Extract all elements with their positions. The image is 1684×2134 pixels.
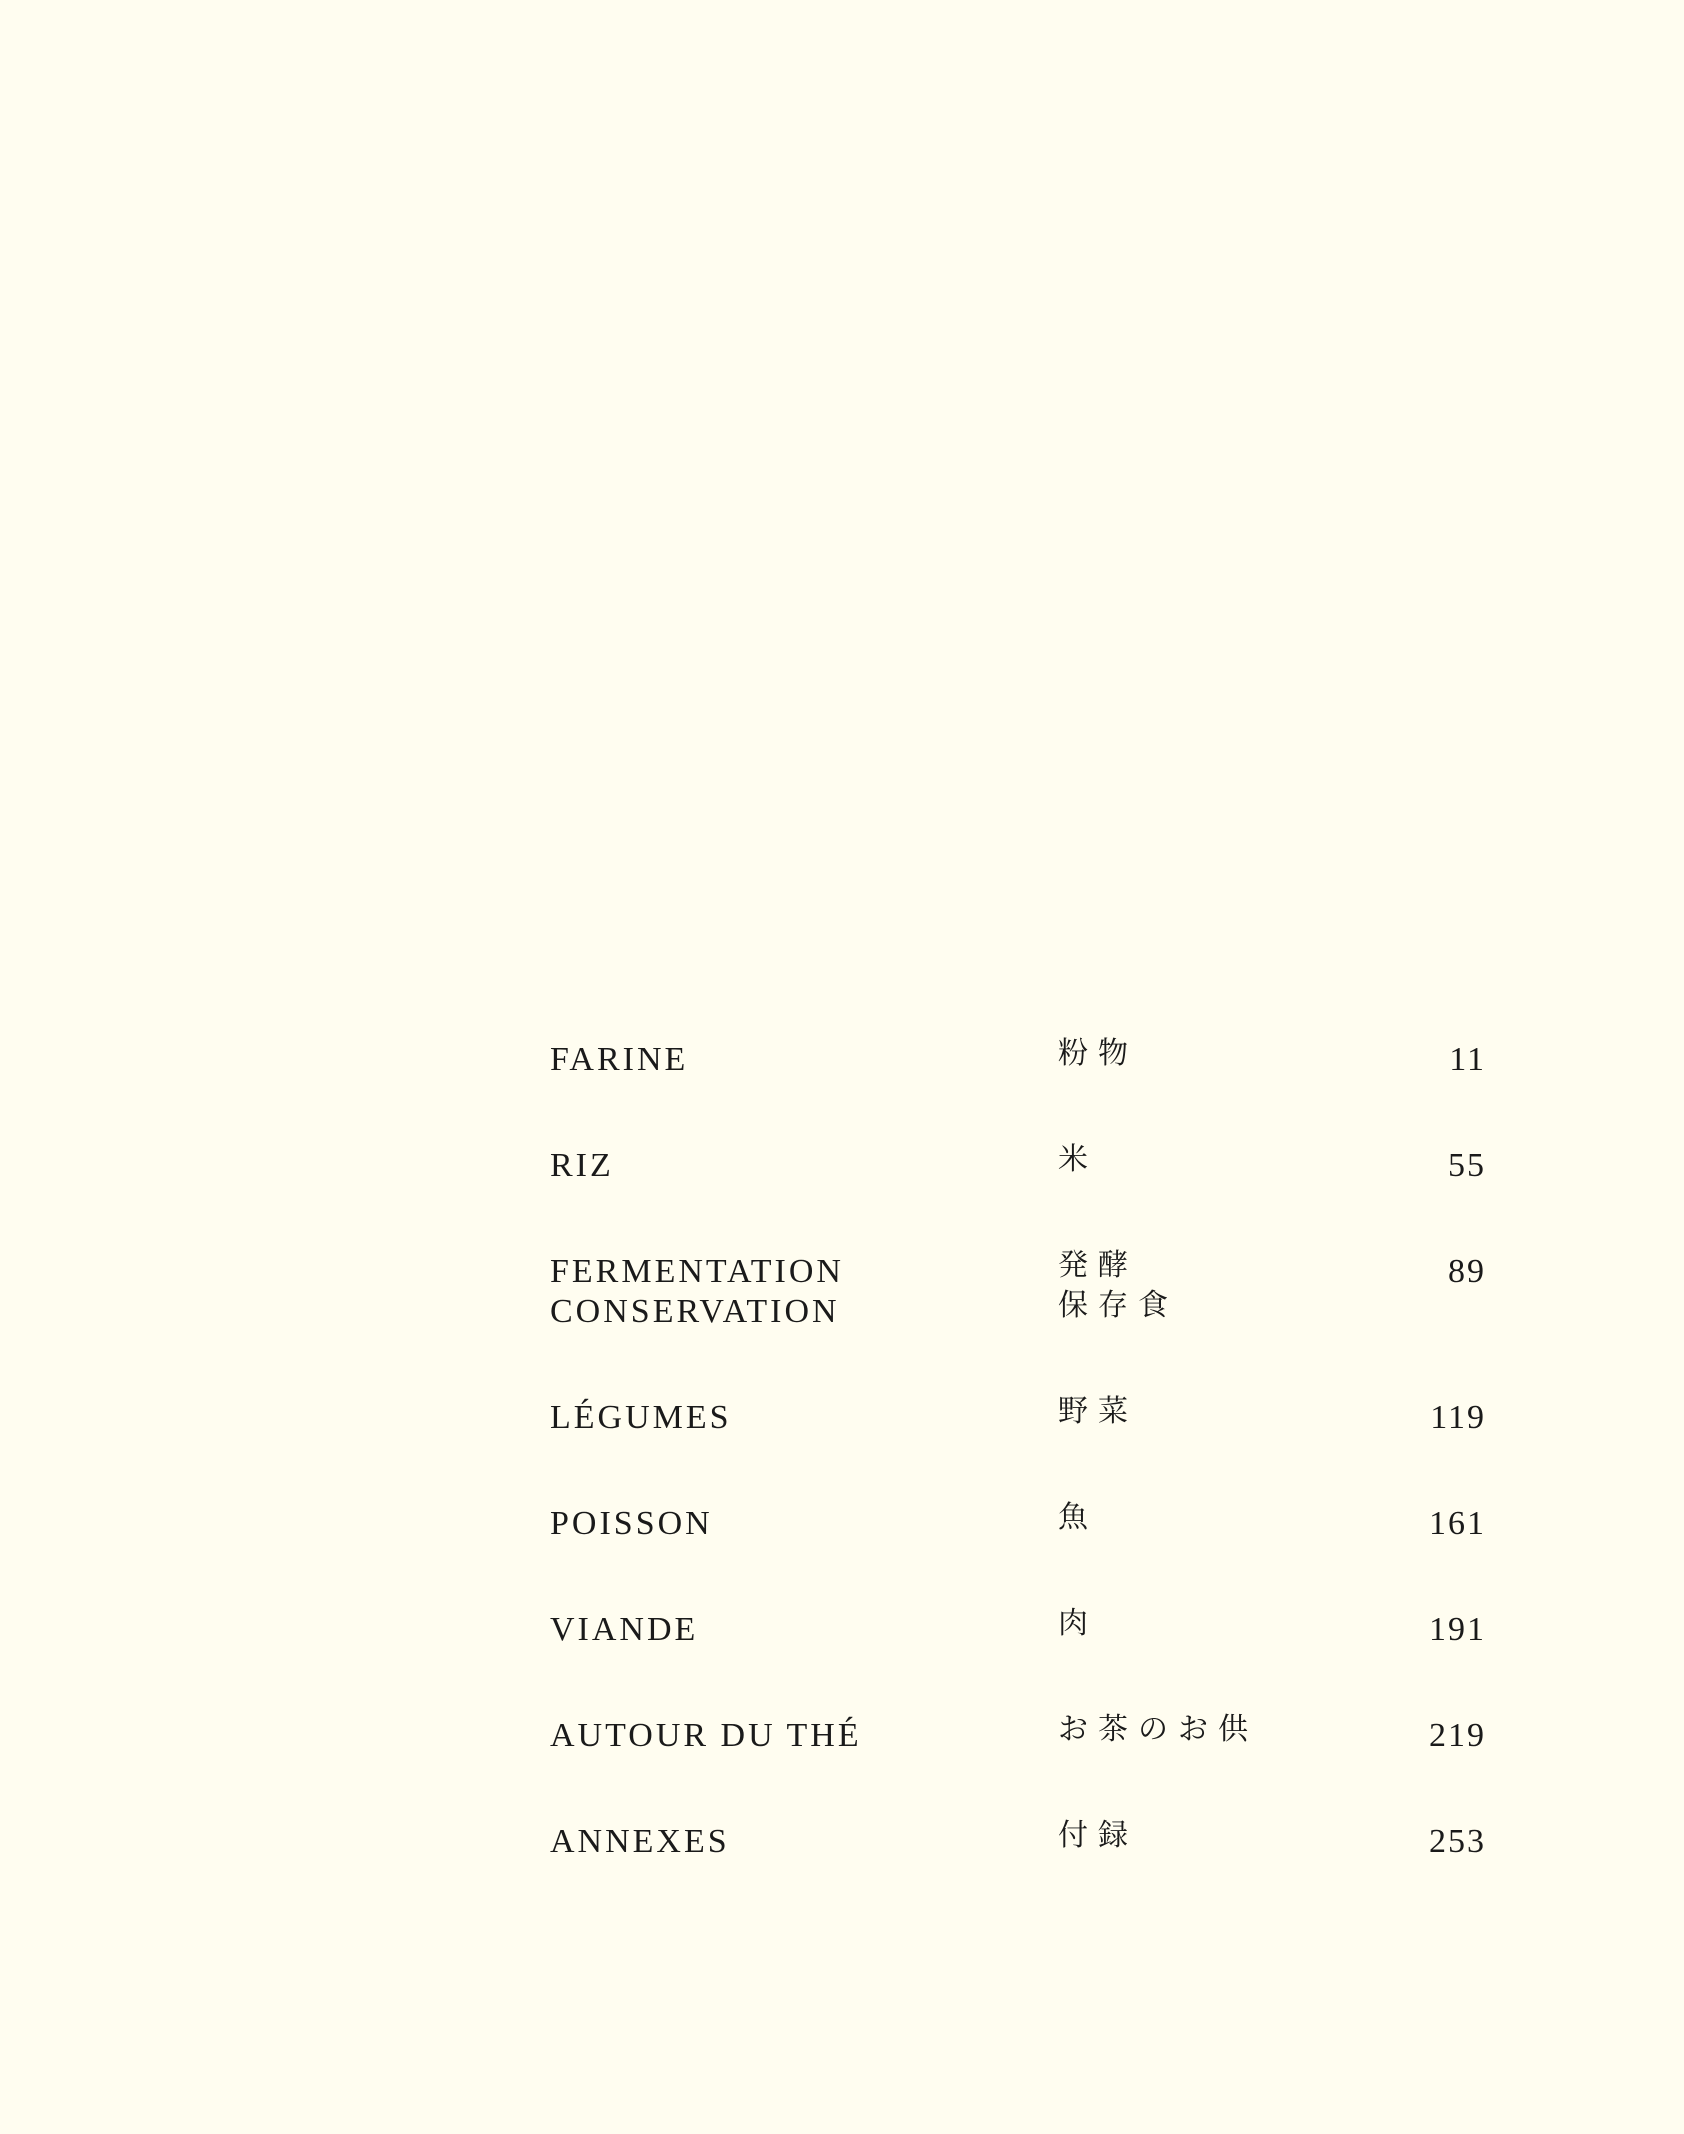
table-of-contents	[550, 1036, 1486, 1928]
chapter-title-line: FERMENTATION	[550, 1253, 844, 1290]
toc-entry-fermentation	[550, 1248, 1486, 1332]
chapter-title-line: AUTOUR DU THÉ	[550, 1717, 862, 1754]
chapter-japanese-line: 魚	[1058, 1500, 1098, 1535]
chapter-japanese-title	[1058, 1140, 1366, 1180]
chapter-japanese-line: 肉	[1058, 1606, 1098, 1641]
toc-entry-annexes	[550, 1818, 1486, 1862]
chapter-japanese-title	[1058, 1034, 1366, 1074]
chapter-title-line: FARINE	[550, 1041, 689, 1078]
chapter-title	[550, 1610, 1058, 1650]
chapter-japanese-title	[1058, 1604, 1366, 1644]
chapter-japanese-line: 粉物	[1058, 1036, 1138, 1071]
chapter-title	[550, 1146, 1058, 1186]
toc-entry-farine	[550, 1036, 1486, 1080]
page-number: 119	[1430, 1399, 1486, 1436]
chapter-japanese-title	[1058, 1392, 1366, 1432]
chapter-japanese-title	[1058, 1710, 1366, 1750]
page-number: 219	[1429, 1717, 1486, 1754]
chapter-title	[550, 1716, 1058, 1756]
chapter-title	[550, 1398, 1058, 1438]
page-number: 55	[1448, 1147, 1486, 1184]
chapter-japanese-line: 野菜	[1058, 1394, 1138, 1429]
chapter-japanese-line: 米	[1058, 1142, 1098, 1177]
toc-entry-viande	[550, 1606, 1486, 1650]
chapter-title	[550, 1504, 1058, 1544]
chapter-title	[550, 1252, 1058, 1332]
page-number: 11	[1449, 1041, 1486, 1078]
chapter-title-line: RIZ	[550, 1147, 614, 1184]
page-number: 89	[1448, 1253, 1486, 1290]
chapter-title-line: CONSERVATION	[550, 1293, 840, 1330]
chapter-japanese-title	[1058, 1246, 1366, 1326]
page-number: 161	[1429, 1505, 1486, 1542]
chapter-title-line: POISSON	[550, 1505, 713, 1542]
chapter-japanese-line: 付録	[1058, 1818, 1138, 1853]
chapter-title-line: ANNEXES	[550, 1823, 730, 1860]
chapter-title	[550, 1822, 1058, 1862]
chapter-japanese-title	[1058, 1816, 1366, 1856]
toc-entry-poisson	[550, 1500, 1486, 1544]
chapter-japanese-line: 発酵	[1058, 1248, 1138, 1283]
chapter-title	[550, 1040, 1058, 1080]
chapter-japanese-line: お茶のお供	[1058, 1712, 1258, 1747]
chapter-japanese-line: 保存食	[1058, 1288, 1178, 1323]
toc-entry-legumes	[550, 1394, 1486, 1438]
page-number: 253	[1429, 1823, 1486, 1860]
toc-entry-autour-du-the	[550, 1712, 1486, 1756]
toc-entry-riz	[550, 1142, 1486, 1186]
chapter-title-line: VIANDE	[550, 1611, 699, 1648]
chapter-title-line: LÉGUMES	[550, 1399, 732, 1436]
chapter-japanese-title	[1058, 1498, 1366, 1538]
page-number: 191	[1429, 1611, 1486, 1648]
